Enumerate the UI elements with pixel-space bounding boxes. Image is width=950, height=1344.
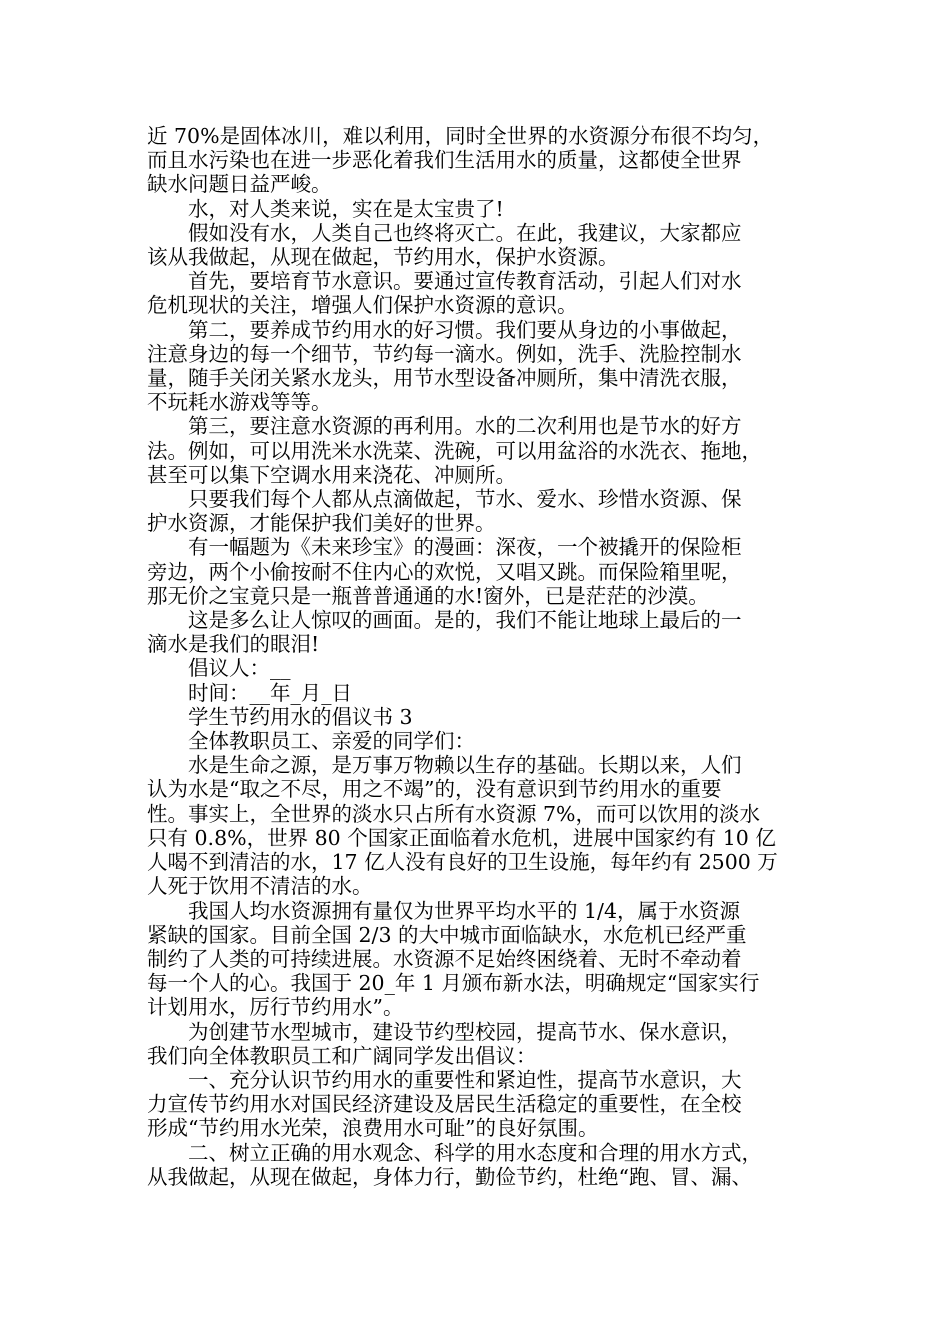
- section-heading: 学生节约用水的倡议书 3: [188, 704, 413, 729]
- salutation: 全体教职员工、亲爱的同学们：: [188, 729, 475, 754]
- paragraph-proposal-intro: 假如没有水，人类自己也终将灭亡。在此，我建议，大家都应 该从我做起，从现在做起，节约用水，保护水资源。: [147, 220, 742, 270]
- signature-proposer: 倡议人：__: [188, 656, 291, 681]
- signature-date: 时间：__年_月_日: [188, 680, 352, 705]
- paragraph-point-one: 一、充分认识节约用水的重要性和紧迫性，提高节水意识，大 力宣传节约用水对国民经济建设及居民生活稳定的重要性，在全校 形成“节约用水光荣，浪费用水可耻”的良好氛围。: [147, 1067, 742, 1141]
- paragraph-water-ice-distribution: 近 70%是固体冰川，难以利用，同时全世界的水资源分布很不均匀， 而且水污染也在进一步恶化着我们生活用水的质量，这都使全世界 缺水问题日益严峻。: [147, 124, 774, 197]
- paragraph-point-two: 二、树立正确的用水观念、科学的用水态度和合理的用水方式， 从我做起，从现在做起，身体力行，勤俭节约，杜绝“跑、冒、漏、: [147, 1140, 762, 1189]
- paragraph-water-precious: 水，对人类来说，实在是太宝贵了!: [188, 196, 504, 221]
- document-body: [147, 124, 827, 1189]
- paragraph-cartoon-story: 有一幅题为《未来珍宝》的漫画：深夜，一个被撬开的保险柜 旁边，两个小偷按耐不住内心的欢悦，又唱又跳。而保险箱里呢， 那无价之宝竟只是一瓶普普通通的水!窗外，已是茫茫的沙漠。: [147, 535, 742, 608]
- paragraph-second-habits: 第二，要养成节约用水的好习惯。我们要从身边的小事做起， 注意身边的每一个细节，节约每一滴水。例如，洗手、洗脸控制水 量，随手关闭关紧水龙头，用节水型设备冲厕所，集中清洗衣服， 不玩耗水游戏等等。: [147, 317, 742, 415]
- paragraph-water-source-of-life: 水是生命之源，是万事万物赖以生存的基础。长期以来，人们 认为水是“取之不尽，用之不竭”的，没有意识到节约用水的重要 性。事实上，全世界的淡水只占所有水资源 7%，而可以饮用的淡水 只有 0.8%，世界 80 个国家正面临着水危机，进展中国家约有 10 亿 人喝不到清洁的水，17 亿人没有良好的卫生设施，每年约有 2500 万 人死于饮用不清洁的水。: [147, 753, 778, 899]
- paragraph-last-drop: 这是多么让人惊叹的画面。是的，我们不能让地球上最后的一 滴水是我们的眼泪!: [147, 608, 742, 657]
- paragraph-initiative-intro: 为创建节水型城市，建设节约型校园，提高节水、保水意识， 我们向全体教职员工和广阔同学发出倡议：: [147, 1019, 742, 1068]
- paragraph-everyone-action: 只要我们每个人都从点滴做起，节水、爱水、珍惜水资源、保 护水资源，才能保护我们美好的世界。: [147, 487, 742, 536]
- paragraph-third-reuse: 第三，要注意水资源的再利用。水的二次利用也是节水的好方 法。例如，可以用洗米水洗菜、洗碗，可以用盆浴的水洗衣、拖地， 甚至可以集下空调水用来浇花、冲厕所。: [147, 414, 762, 487]
- paragraph-first-awareness: 首先，要培育节水意识。要通过宣传教育活动，引起人们对水 危机现状的关注，增强人们保护水资源的意识。: [147, 269, 742, 318]
- paragraph-national-water-resources: 我国人均水资源拥有量仅为世界平均水平的 1/4，属于水资源 紧缺的国家。目前全国 2/3 的大中城市面临缺水，水危机已经严重 制约了人类的可持续进展。水资源不足始终困绕着、无时不牵动着 每一个人的心。我国于 20_年 1 月颁布新水法，明确规定“国家实行 计划用水，厉行节约用水”。: [147, 898, 760, 1020]
